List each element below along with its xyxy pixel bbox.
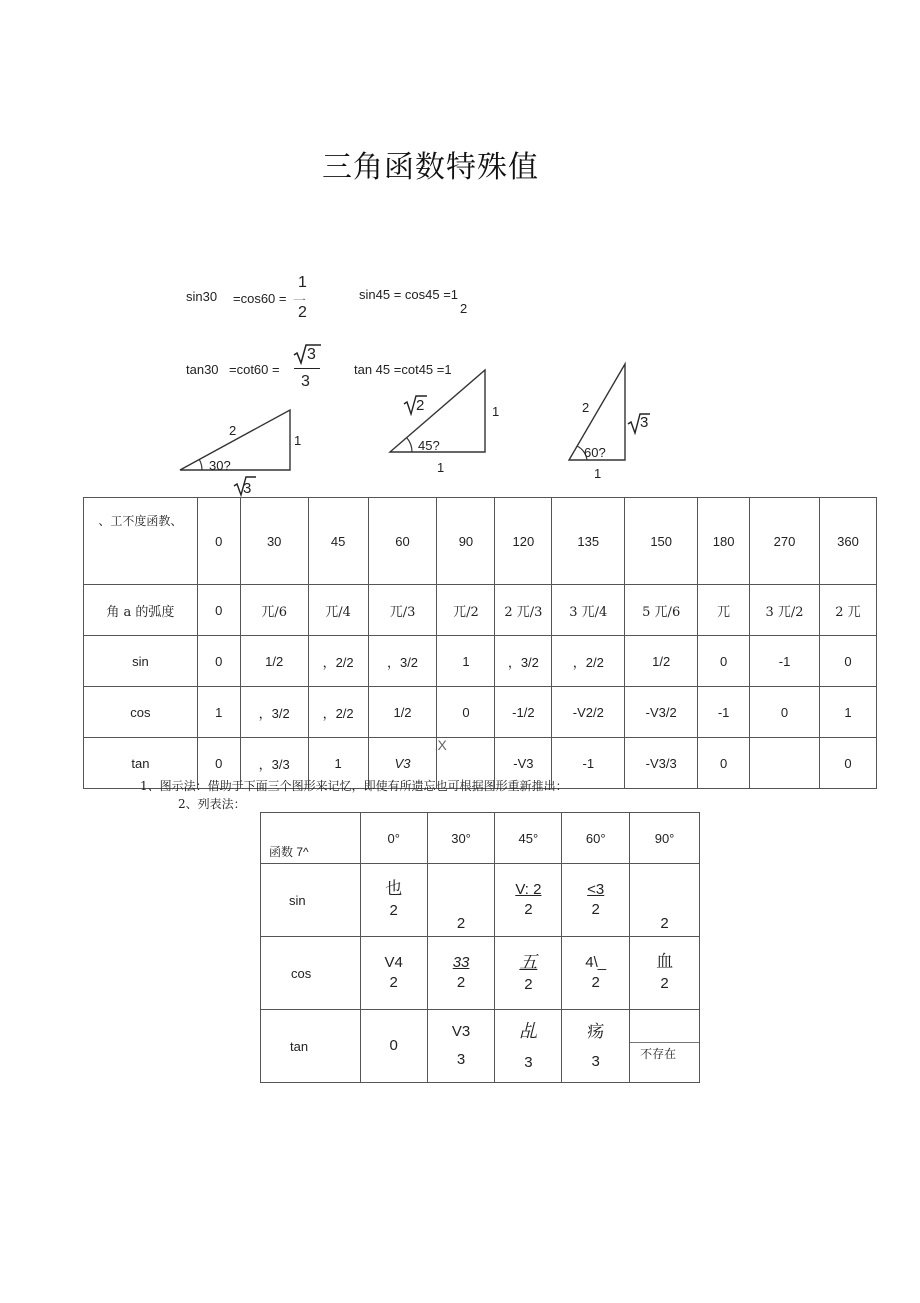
table-cell [562, 937, 630, 1010]
table-cell [630, 937, 700, 1010]
table-cell: 0 [197, 738, 240, 789]
table-cell [750, 738, 820, 789]
table-cell [562, 1010, 630, 1083]
cell-bottom: 3 [591, 1052, 600, 1070]
special-angle-table [260, 812, 700, 1083]
table-cell: 0 [750, 687, 820, 738]
table-header-row [84, 498, 877, 585]
degree-cell: 90 [437, 498, 495, 585]
table-cell: -V3 [495, 738, 552, 789]
table-cell: 1 [308, 738, 368, 789]
table-cell: 2 兀 [819, 585, 876, 636]
cell-top: V3 [451, 1022, 471, 1040]
table-row [261, 1010, 700, 1083]
table-cell [630, 864, 700, 937]
cell-bottom: 2 [389, 902, 398, 920]
table-cell [495, 937, 562, 1010]
table-cell: 1/2 [240, 636, 308, 687]
table-cell: -1 [750, 636, 820, 687]
table-cell: ，3/3 [240, 738, 308, 789]
table-cell [360, 937, 427, 1010]
trig-values-table [83, 497, 877, 789]
table-cell: ，3/2 [240, 687, 308, 738]
table-cell: ，2/2 [308, 636, 368, 687]
triangle-30-angle: 30? [209, 458, 231, 473]
table-cell: 5 兀/6 [625, 585, 698, 636]
angle-header: 60° [562, 813, 630, 864]
cell-top: 33 [452, 953, 470, 971]
formula-sin45: sin45 = cos45 =1 [359, 287, 459, 302]
table-cell: 兀/2 [437, 585, 495, 636]
table-cell: -1/2 [495, 687, 552, 738]
triangle-60-angle: 60? [584, 445, 606, 460]
degree-cell: 270 [750, 498, 820, 585]
table-cell [495, 864, 562, 937]
row-label-radian: 角 a 的弧度 [84, 585, 198, 636]
cell-top: 血 [656, 952, 674, 973]
row-label-cos: cos [84, 687, 198, 738]
table-cell [427, 937, 495, 1010]
table-cell [360, 864, 427, 937]
table-cell [427, 1010, 495, 1083]
formula-tan30-lhs: tan30 [186, 362, 219, 377]
table-cell: ，3/2 [368, 636, 437, 687]
formula-tan30-denominator: 3 [301, 373, 310, 390]
angle-arc-icon [199, 459, 202, 470]
triangle-30-shape [180, 410, 290, 470]
fraction-bar [294, 368, 320, 369]
table-cell [495, 1010, 562, 1083]
cell-bottom: 2 [456, 914, 466, 932]
table-cell: 1/2 [368, 687, 437, 738]
cell-top: 疡 [587, 1021, 605, 1042]
formula-sin45-denominator: 2 [460, 301, 468, 316]
triangle-30-figure [170, 395, 310, 500]
table-cell: 2 兀/3 [495, 585, 552, 636]
triangle-60-base: 1 [594, 466, 602, 481]
triangle-45-figure [380, 360, 500, 460]
table-cell: V3 [368, 738, 437, 789]
triangle-45-side: 1 [492, 404, 500, 419]
cell-divider [630, 1010, 699, 1043]
row-label-sin: sin [84, 636, 198, 687]
table-cell: ，3/2 [495, 636, 552, 687]
angle-header: 90° [630, 813, 700, 864]
degree-cell: 360 [819, 498, 876, 585]
row-label-tan: tan [261, 1010, 361, 1083]
cell-top: <3 [587, 880, 605, 898]
angle-header: 30° [427, 813, 495, 864]
table-header-row [261, 813, 700, 864]
cell-top: 0 [389, 1036, 398, 1054]
table-corner-label: 函数 7^ [261, 813, 361, 864]
cell-bottom: 3 [524, 1053, 533, 1071]
table-cell: 3 兀/2 [750, 585, 820, 636]
table-row [84, 636, 877, 687]
table-cell: -V2/2 [552, 687, 625, 738]
cell-bottom: 2 [389, 974, 398, 991]
degree-cell: 180 [698, 498, 750, 585]
degree-cell: 45 [308, 498, 368, 585]
cell-top: V4 [384, 953, 403, 971]
triangle-60-hyp: 2 [582, 400, 590, 415]
triangle-30-base: 3 [243, 480, 252, 497]
cell-bottom: 2 [456, 974, 466, 991]
cell-bottom: 3 [456, 1051, 466, 1068]
table-row [261, 864, 700, 937]
table-cell: 3 兀/4 [552, 585, 625, 636]
table-cell: 1 [819, 687, 876, 738]
table-row [84, 687, 877, 738]
table-cell: 0 [698, 738, 750, 789]
cell-bottom: 2 [660, 914, 669, 932]
note-table-method: 2、列表法： [178, 797, 246, 811]
note-diagram-method: 1、图示法：借助于下面三个图形来记忆，即使有所遗忘也可根据图形重新推出： [140, 779, 568, 793]
table-row [84, 585, 877, 636]
table-corner-label: 、工不度函教、 [84, 498, 198, 585]
table-cell: 0 [437, 687, 495, 738]
degree-cell: 135 [552, 498, 625, 585]
table-cell: ，2/2 [308, 687, 368, 738]
table-cell: 0 [197, 636, 240, 687]
cell-bottom: 2 [524, 976, 533, 994]
cell-bottom-not-exist: 不存在 [640, 1047, 677, 1061]
cell-bottom: 2 [524, 901, 533, 918]
triangle-60-figure [560, 358, 660, 468]
tan90-mark: X [437, 737, 447, 753]
row-label-sin: sin [261, 864, 361, 937]
table-cell: 0 [197, 585, 240, 636]
formula-sin30-lhs: sin30 [186, 289, 218, 304]
table-cell: -1 [552, 738, 625, 789]
angle-arc-icon [407, 438, 412, 452]
degree-cell: 150 [625, 498, 698, 585]
formula-sin30-mid: =cos60 = [233, 291, 287, 306]
table-cell [562, 864, 630, 937]
table-cell: -1 [698, 687, 750, 738]
cell-top: 乩 [519, 1020, 538, 1042]
table-cell [630, 1010, 700, 1083]
table-cell: 0 [819, 636, 876, 687]
angle-header: 0° [360, 813, 427, 864]
table-cell: -V3/3 [625, 738, 698, 789]
degree-cell: 60 [368, 498, 437, 585]
degree-cell: 120 [495, 498, 552, 585]
table-cell: 兀/3 [368, 585, 437, 636]
formula-tan30-numerator: 3 [307, 346, 316, 363]
table-cell: 1/2 [625, 636, 698, 687]
table-cell [360, 1010, 427, 1083]
triangle-45-angle: 45? [418, 438, 440, 453]
page-title: 三角函数特殊值 [322, 150, 539, 185]
table-cell: 兀/4 [308, 585, 368, 636]
triangle-60-side: 3 [640, 414, 649, 431]
cell-top: V: 2 [515, 880, 542, 898]
table-row [261, 937, 700, 1010]
cell-top: 4\_ [585, 953, 607, 971]
formula-sin30-numerator: 1 [298, 274, 307, 291]
cell-top: 五 [519, 951, 538, 973]
cell-bottom: 2 [591, 901, 600, 918]
table-cell: 兀 [698, 585, 750, 636]
triangle-45-base: 1 [437, 460, 445, 475]
table-cell: 1 [197, 687, 240, 738]
table-cell: -V3/2 [625, 687, 698, 738]
formula-tan30-mid: =cot60 = [229, 362, 280, 377]
table-cell: 0 [819, 738, 876, 789]
angle-header: 45° [495, 813, 562, 864]
table-cell: ，2/2 [552, 636, 625, 687]
triangle-30-hyp: 2 [229, 423, 237, 438]
table-cell [427, 864, 495, 937]
triangle-30-side: 1 [294, 433, 302, 448]
row-label-tan: tan [84, 738, 198, 789]
table-cell: 0 [698, 636, 750, 687]
formula-sin30-denominator: 2 [298, 304, 307, 321]
row-label-cos: cos [261, 937, 361, 1010]
table-cell: 兀/6 [240, 585, 308, 636]
formula-tan45: tan 45 =cot45 =1 [354, 362, 452, 377]
degree-cell: 0 [197, 498, 240, 585]
cell-bottom: 2 [591, 974, 600, 991]
cell-top: 也 [385, 879, 403, 900]
table-cell: 1 [437, 636, 495, 687]
formula-sin30-dash: 一 [293, 293, 307, 308]
cell-bottom: 2 [660, 975, 669, 993]
triangle-45-hyp: 2 [416, 397, 425, 414]
degree-cell: 30 [240, 498, 308, 585]
